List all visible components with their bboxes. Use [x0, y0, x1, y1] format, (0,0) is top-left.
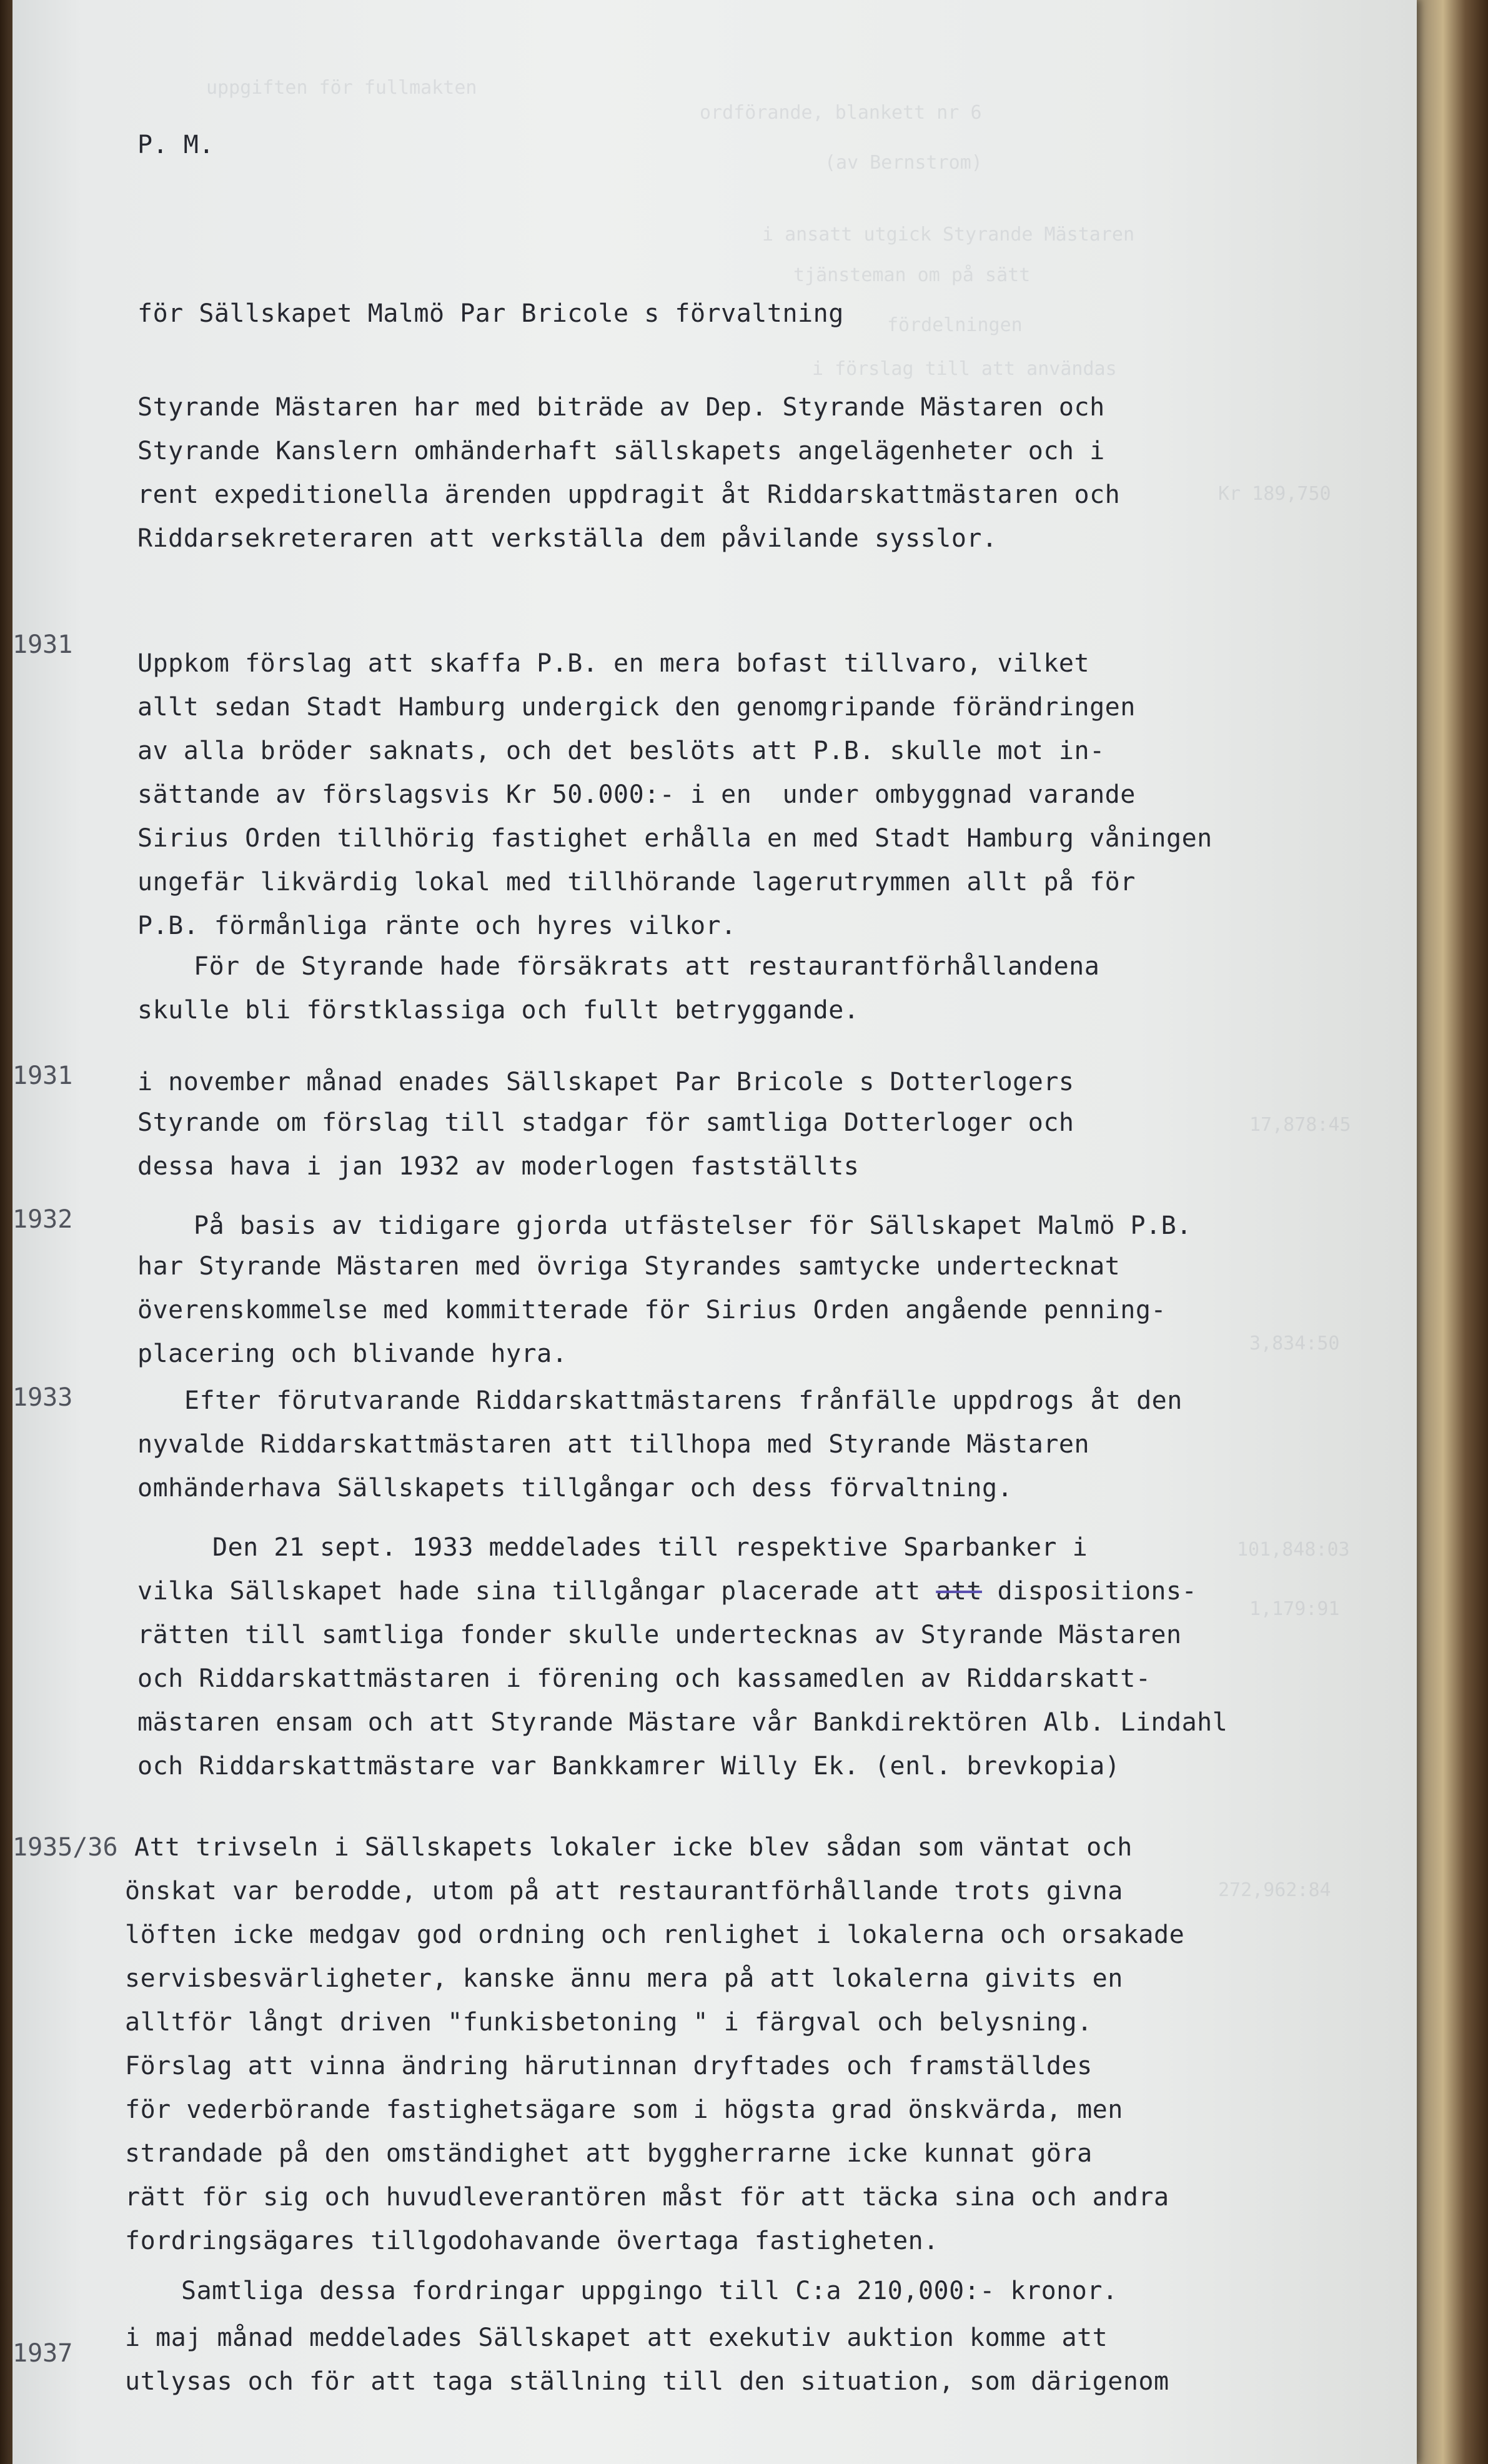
ghost-line: i ansatt utgick Styrande Mästaren — [762, 224, 1135, 246]
text-line: önskat var berodde, utom på att restaurantförhållande trots givna — [125, 1877, 1123, 1905]
pm-heading: P. M. — [137, 131, 214, 159]
text-line: skulle bli förstklassiga och fullt betryggande. — [137, 996, 860, 1025]
intro-line: Styrande Kanslern omhänderhaft sällskapets angelägenheter och i — [137, 437, 1105, 465]
text-line: mästaren ensam och att Styrande Mästare vår Bankdirektören Alb. Lindahl — [137, 1708, 1228, 1737]
text-line: Styrande om förslag till stadgar för samtliga Dotterloger och — [137, 1108, 1074, 1137]
text-line: av alla bröder saknats, och det beslöts att P.B. skulle mot in- — [137, 737, 1105, 765]
ghost-amount: 272,962:84 — [1218, 1879, 1331, 1901]
year-label: 1932 — [12, 1205, 73, 1234]
intro-line: Styrande Mästaren har med biträde av Dep. Styrande Mästaren och — [137, 393, 1105, 422]
text-line: för vederbörande fastighetsägare som i högsta grad önskvärda, men — [125, 2095, 1123, 2124]
text-line: rätt för sig och huvudleverantören måst för att täcka sina och andra — [125, 2183, 1169, 2212]
ghost-amount: 3,834:50 — [1249, 1333, 1340, 1354]
intro-line: rent expeditionella ärenden uppdragit åt Riddarskattmästaren och — [137, 480, 1121, 509]
text-line-with-correction — [137, 1576, 1197, 1606]
text-line: fordringsägares tillgodohavande övertaga fastigheten. — [125, 2227, 939, 2255]
text-line: rätten till samtliga fonder skulle undertecknas av Styrande Mästaren — [137, 1621, 1182, 1649]
text-line: överenskommelse med kommitterade för Sirius Orden angående penning- — [137, 1296, 1166, 1324]
text-line: har Styrande Mästaren med övriga Styrandes samtycke undertecknat — [137, 1252, 1121, 1281]
year-label: 1937 — [12, 2339, 73, 2368]
text-line: i november månad enades Sällskapet Par Bricole s Dotterlogers — [137, 1068, 1074, 1096]
text-line: Uppkom förslag att skaffa P.B. en mera bofast tillvaro, vilket — [137, 649, 1090, 678]
text-line: Den 21 sept. 1933 meddelades till respektive Sparbanker i — [212, 1533, 1088, 1562]
text-line: i maj månad meddelades Sällskapet att exekutiv auktion komme att — [125, 2323, 1108, 2352]
ghost-amount: Kr 189,750 — [1218, 483, 1331, 505]
text-line: löften icke medgav god ordning och renlighet i lokalerna och orsakade — [125, 1920, 1185, 1949]
text-segment: dispositions- — [982, 1577, 1198, 1606]
struck-word: att — [936, 1577, 983, 1606]
text-line: utlysas och för att taga ställning till den situation, som därigenom — [125, 2367, 1169, 2396]
text-line: allt sedan Stadt Hamburg undergick den genomgripande förändringen — [137, 693, 1136, 722]
text-line: För de Styrande hade försäkrats att restaurantförhållandena — [194, 952, 1100, 981]
text-line: nyvalde Riddarskattmästaren att tillhopa med Styrande Mästaren — [137, 1430, 1090, 1459]
text-line: Att trivseln i Sällskapets lokaler icke blev sådan som väntat och — [134, 1833, 1133, 1862]
year-label: 1931 — [12, 630, 73, 659]
ghost-amount: 101,848:03 — [1237, 1539, 1350, 1561]
text-line: Förslag att vinna ändring härutinnan dryftades och framställdes — [125, 2052, 1093, 2080]
document-page — [12, 0, 1417, 2464]
text-line: Samtliga dessa fordringar uppgingo till C:a 210,000:- kronor. — [181, 2277, 1118, 2305]
text-line: placering och blivande hyra. — [137, 1339, 568, 1368]
text-line: På basis av tidigare gjorda utfästelser för Sällskapet Malmö P.B. — [194, 1211, 1192, 1240]
text-line: alltför långt driven "funkisbetoning " i färgval och belysning. — [125, 2008, 1093, 2037]
binder-edge-right — [1413, 0, 1488, 2464]
text-line: omhänderhava Sällskapets tillgångar och dess förvaltning. — [137, 1474, 1013, 1503]
ghost-line: fördelningen — [887, 314, 1023, 336]
text-line: servisbesvärligheter, kanske ännu mera på att lokalerna givits en — [125, 1964, 1123, 1993]
text-line: strandade på den omständighet att byggherrarne icke kunnat göra — [125, 2139, 1093, 2168]
ghost-line: ordförande, blankett nr 6 — [700, 102, 982, 124]
text-line: P.B. förmånliga ränte och hyres vilkor. — [137, 912, 737, 940]
text-line: och Riddarskattmästare var Bankkamrer Willy Ek. (enl. brevkopia) — [137, 1752, 1121, 1781]
ghost-line: tjänsteman om på sätt — [793, 264, 1031, 286]
page-title: för Sällskapet Malmö Par Bricole s förvaltning — [137, 299, 844, 328]
ghost-line: (av Bernstrom) — [825, 152, 983, 174]
text-line: dessa hava i jan 1932 av moderlogen fastställts — [137, 1152, 860, 1181]
ghost-amount: 17,878:45 — [1249, 1114, 1351, 1136]
year-label: 1935/36 — [12, 1833, 118, 1862]
intro-line: Riddarsekreteraren att verkställa dem påvilande sysslor. — [137, 524, 998, 553]
text-segment: vilka Sällskapet hade sina tillgångar placerade att — [137, 1577, 936, 1606]
year-label: 1931 — [12, 1061, 73, 1090]
text-line: Efter förutvarande Riddarskattmästarens frånfälle uppdrogs åt den — [184, 1386, 1183, 1415]
ghost-line: uppgiften för fullmakten — [206, 77, 477, 99]
year-label: 1933 — [12, 1383, 73, 1412]
ghost-amount: 1,179:91 — [1249, 1598, 1340, 1620]
text-line: och Riddarskattmästaren i förening och kassamedlen av Riddarskatt- — [137, 1664, 1151, 1693]
text-line: sättande av förslagsvis Kr 50.000:- i en under ombyggnad varande — [137, 780, 1136, 809]
text-line: ungefär likvärdig lokal med tillhörande lagerutrymmen allt på för — [137, 868, 1136, 897]
text-line: Sirius Orden tillhörig fastighet erhålla en med Stadt Hamburg våningen — [137, 824, 1213, 853]
ghost-line: i förslag till att användas — [812, 358, 1117, 380]
